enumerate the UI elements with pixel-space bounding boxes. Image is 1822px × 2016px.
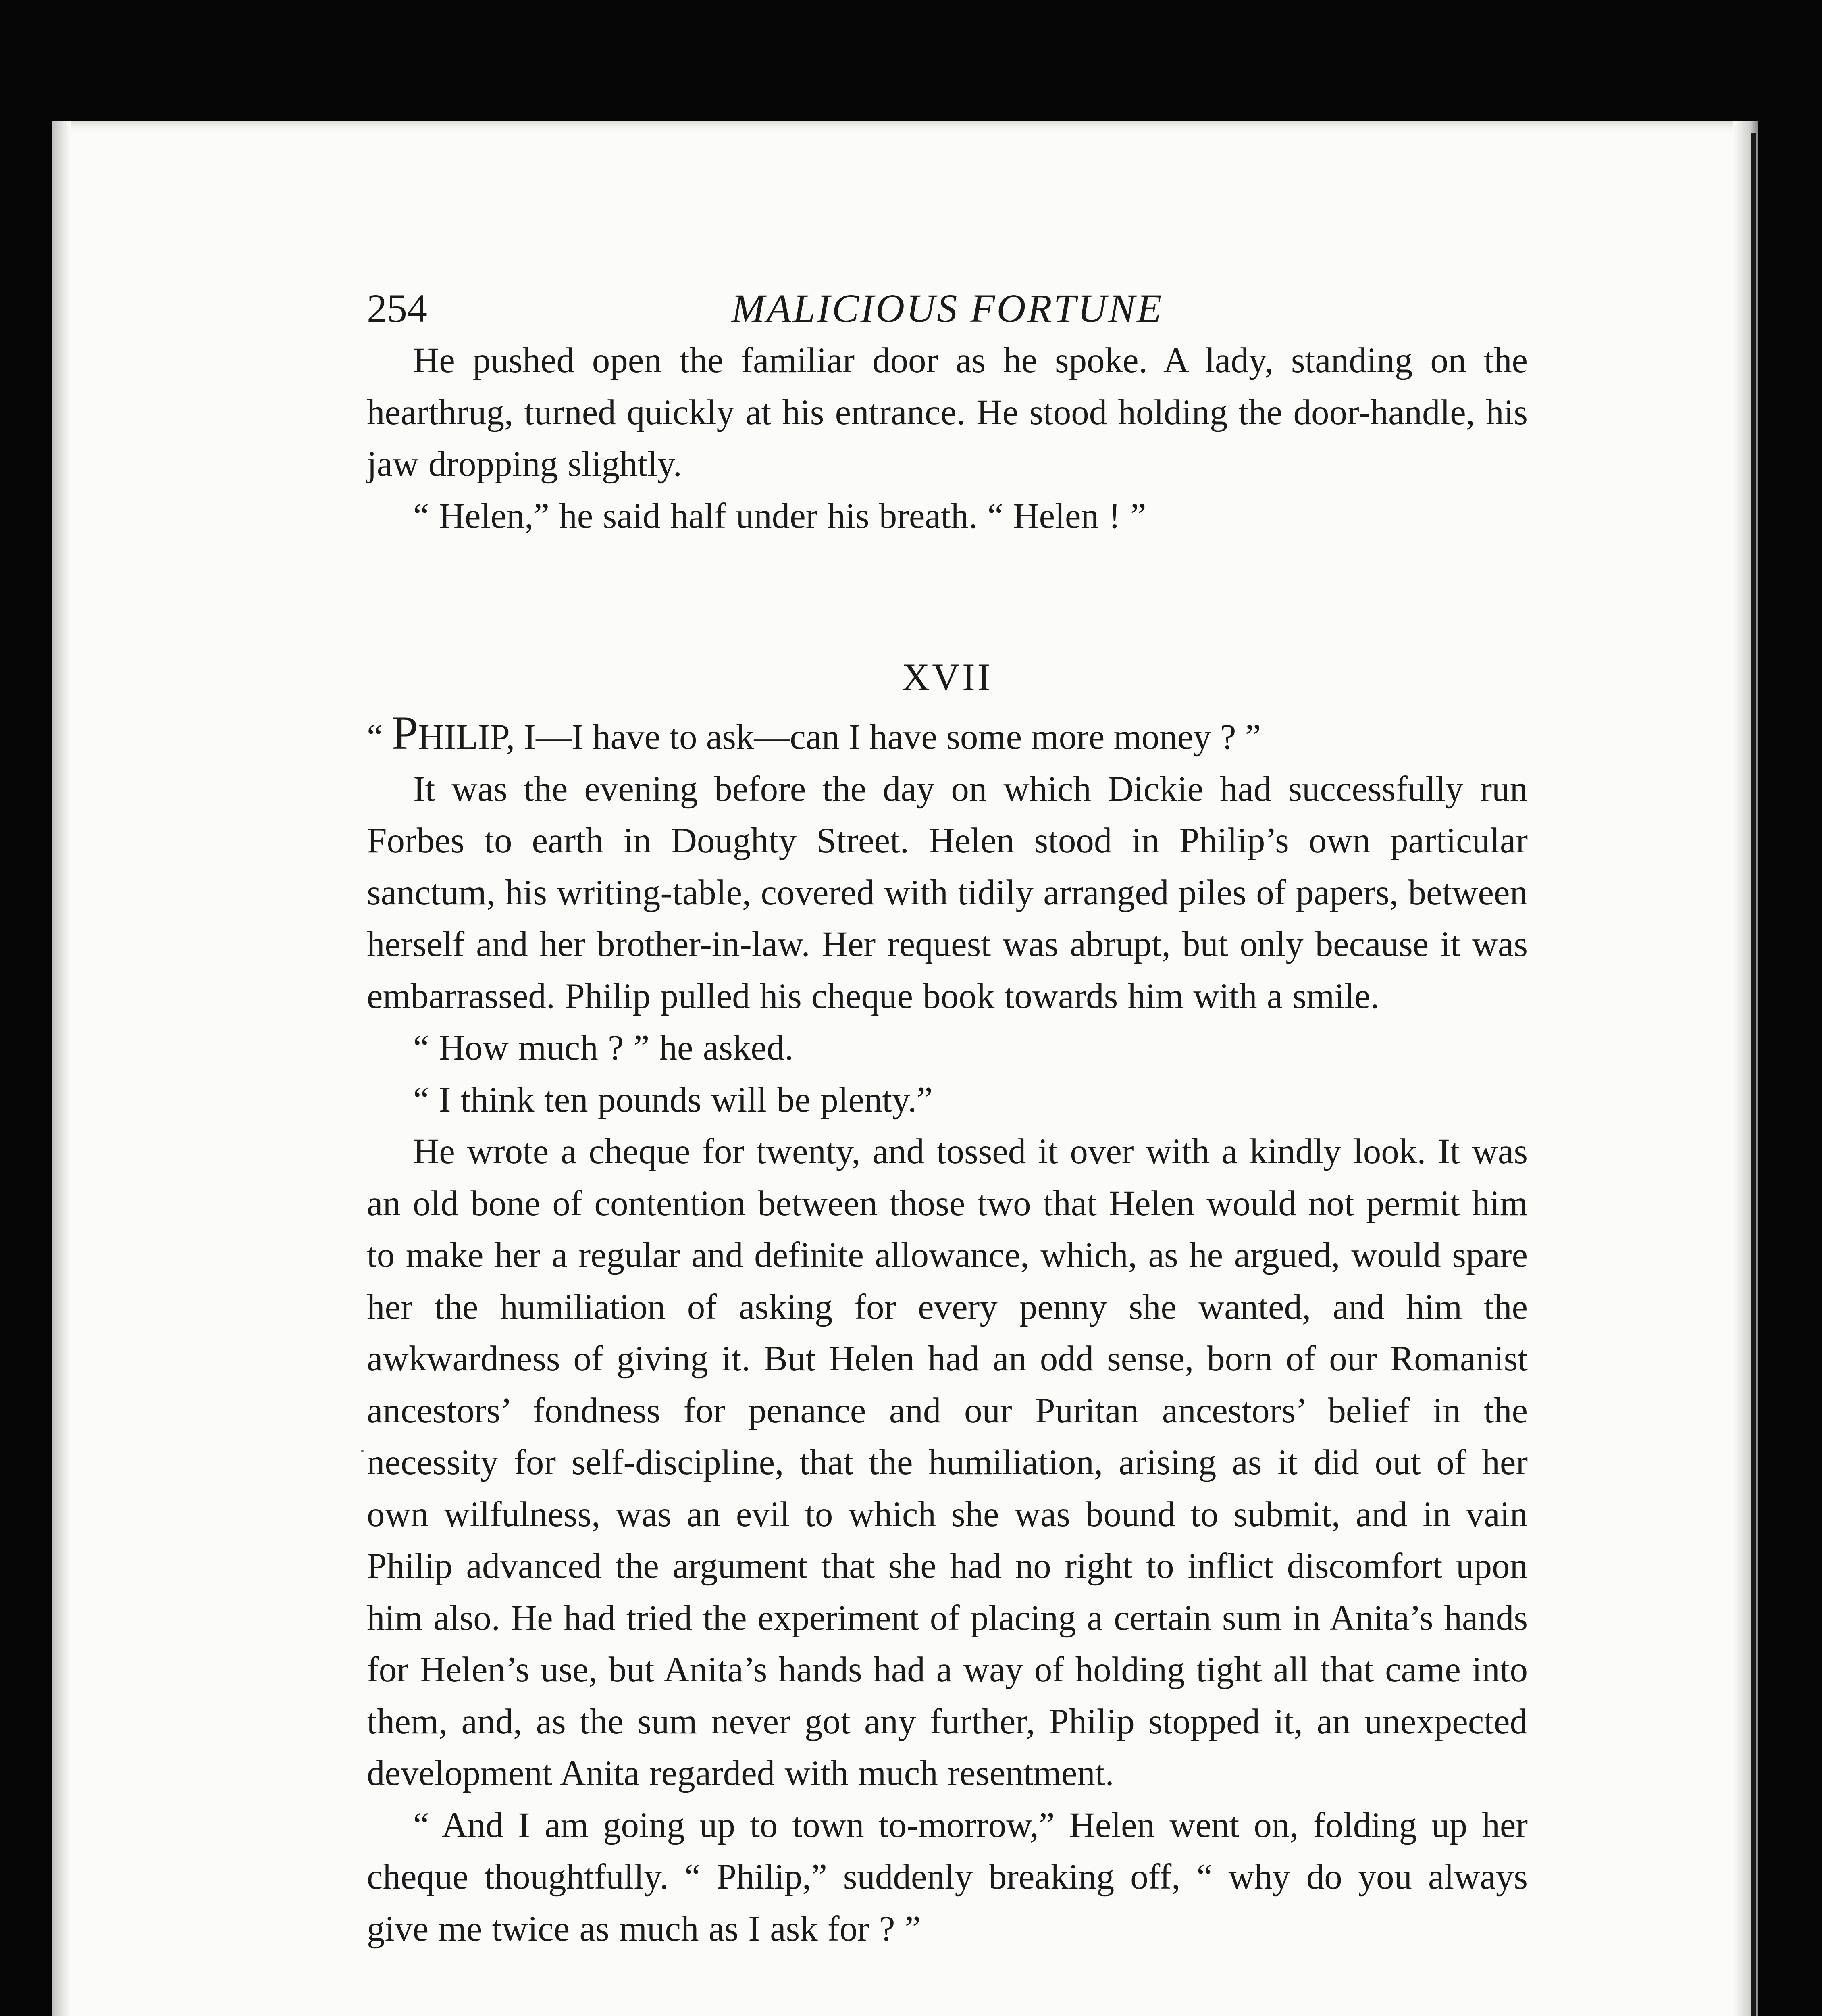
opening-text: HILIP, I—I have to ask—can I have some more money ? ” <box>418 717 1261 757</box>
paragraph: “ I think ten pounds will be plenty.” <box>413 1080 933 1120</box>
paragraph: “ How much ? ” he asked. <box>413 1028 794 1068</box>
running-title: MALICIOUS FORTUNE <box>731 286 1163 331</box>
chapter-opening-line <box>367 707 1528 763</box>
page-text-block <box>367 282 1528 1955</box>
paper-speck <box>361 1450 364 1452</box>
chapter-number: XVII <box>902 656 993 698</box>
opening-quote: “ <box>367 717 392 757</box>
paragraph: He wrote a cheque for twenty, and tossed it over with a kindly look. It was an old bone of contention between those two that Helen would not permit him to make her a regular and definite allowance, which, as he argued, would spare her the humiliation of asking for every penny she wanted, and him the awkwardness of giving it. But Helen had an odd sense, born of our Romanist ancestors’ fondness for penance and our Puritan ancestors’ belief in the necessity for self-discipline, that the humiliation, arising as it did out of her own wilfulness, was an evil to which she was bound to submit, and in vain Philip advanced the argument that she had no right to inflict discomfort upon him also. He had tried the experiment of placing a certain sum in Anita’s hands for Helen’s use, but Anita’s hands had a way of holding tight all that came into them, and, as the sum never got any further, Philip stopped it, an unexpected development Anita regarded with much resentment. <box>367 1132 1528 1793</box>
page-number: 254 <box>367 286 427 331</box>
paragraph: He pushed open the familiar door as he spoke. A lady, standing on the hearthrug, turned quickly at his entrance. He stood holding the door-handle, his jaw dropping slightly. <box>367 341 1528 484</box>
paragraph: “ And I am going up to town to-morrow,” Helen went on, folding up her cheque thoughtfully. “ Philip,” suddenly breaking off, “ why do you always give me twice as much as I ask for ? ” <box>367 1805 1528 1949</box>
page-binding-edge <box>52 121 71 2016</box>
paragraph: “ Helen,” he said half under his breath. “ Helen ! ” <box>413 496 1146 536</box>
next-page-edge <box>1751 133 1756 2016</box>
drop-cap: P <box>391 706 418 759</box>
running-head <box>367 282 1528 335</box>
paragraph: It was the evening before the day on which Dickie had successfully run Forbes to earth in Doughty Street. Helen stood in Philip’s own particular sanctum, his writing-table, covered with tidily arranged piles of papers, between herself and her brother-in-law. Her request was abrupt, but only because it was embarrassed. Philip pulled his cheque book towards him with a smile. <box>367 769 1528 1016</box>
